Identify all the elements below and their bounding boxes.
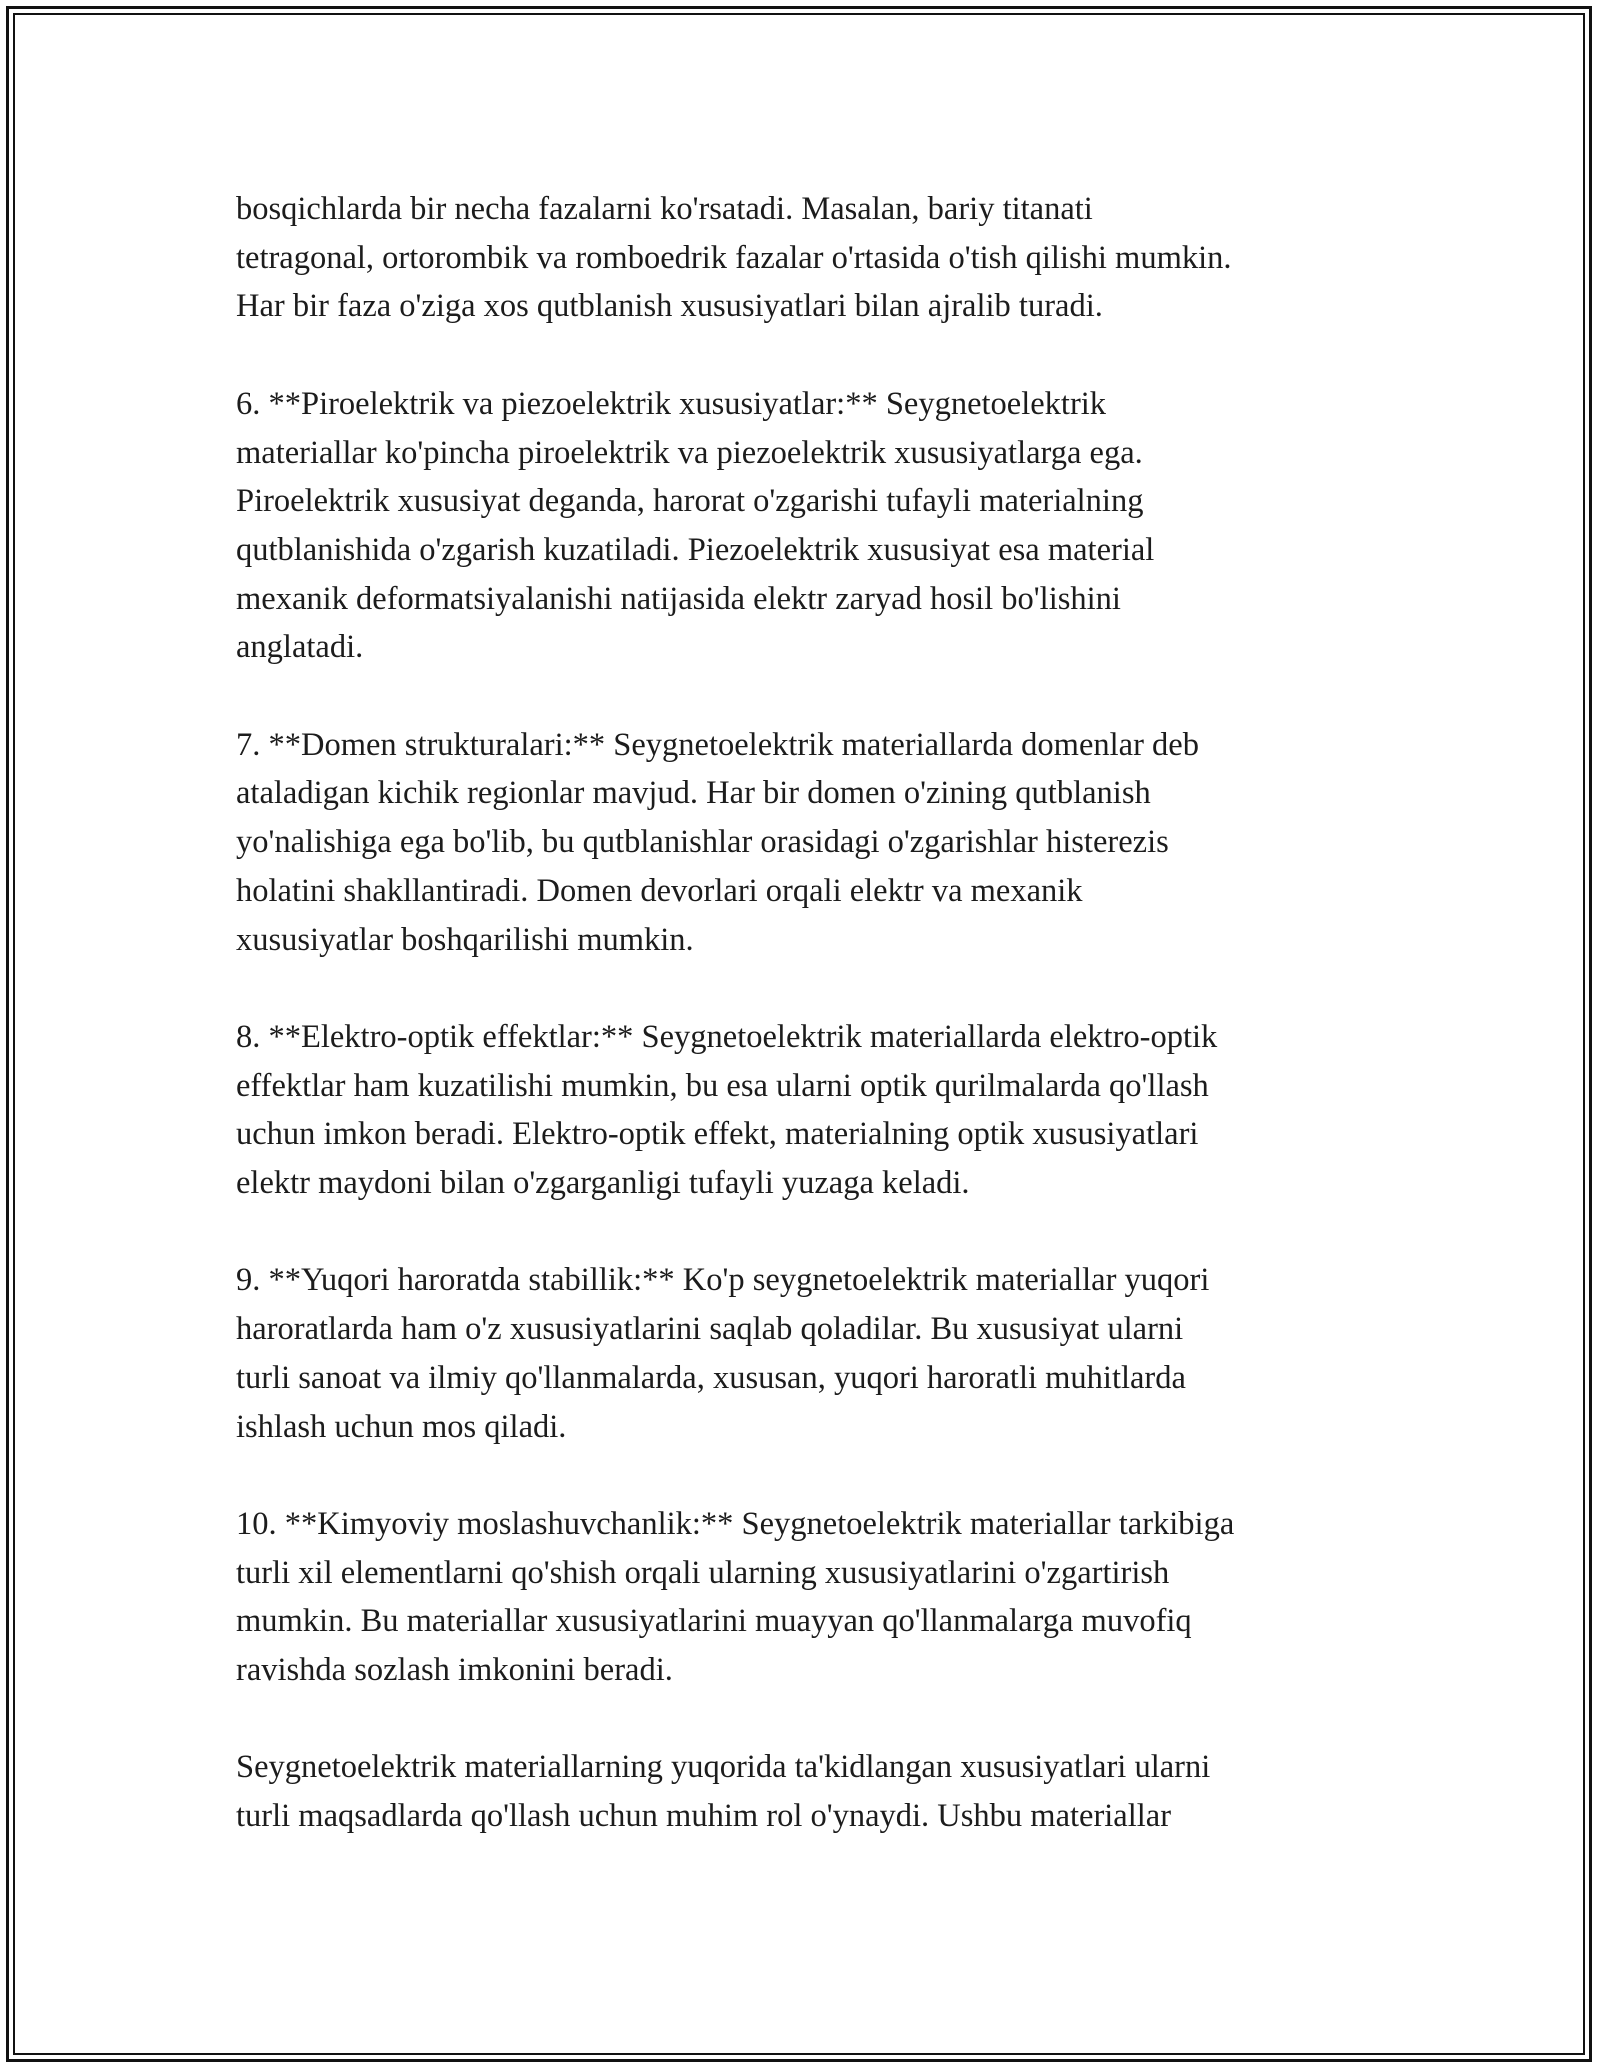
text-line: haroratlarda ham o'z xususiyatlarini saqlab qoladilar. Bu xususiyat ularni	[236, 1311, 1184, 1348]
text-line: uchun imkon beradi. Elektro-optik effekt, materialning optik xususiyatlari	[236, 1116, 1199, 1153]
text-line: anglatadi.	[236, 629, 364, 666]
text-line: ravishda sozlash imkonini beradi.	[236, 1652, 673, 1689]
document-body	[236, 185, 1376, 1841]
text-line: yo'nalishiga ega bo'lib, bu qutblanishlar orasidagi o'zgarishlar histerezis	[236, 824, 1169, 861]
text-line: mumkin. Bu materiallar xususiyatlarini muayyan qo'llanmalarga muvofiq	[236, 1603, 1192, 1640]
text-line: 8. **Elektro-optik effektlar:** Seygnetoelektrik materiallarda elektro-optik	[236, 1018, 1218, 1055]
paragraph-item-7-domen	[236, 721, 1376, 965]
text-line: mexanik deformatsiyalanishi natijasida elektr zaryad hosil bo'lishini	[236, 580, 1121, 617]
text-line: Piroelektrik xususiyat deganda, harorat o'zgarishi tufayli materialning	[236, 483, 1144, 520]
text-line: holatini shakllantiradi. Domen devorlari orqali elektr va mexanik	[236, 872, 1083, 909]
text-line: materiallar ko'pincha piroelektrik va piezoelektrik xususiyatlarga ega.	[236, 434, 1143, 471]
text-line: turli xil elementlarni qo'shish orqali ularning xususiyatlarini o'zgartirish	[236, 1554, 1170, 1591]
text-line: turli maqsadlarda qo'llash uchun muhim rol o'ynaydi. Ushbu materiallar	[236, 1798, 1172, 1835]
text-line: turli sanoat va ilmiy qo'llanmalarda, xususan, yuqori haroratli muhitlarda	[236, 1359, 1186, 1396]
paragraph-item-6-piroelektrik	[236, 380, 1376, 672]
text-line: Har bir faza o'ziga xos qutblanish xususiyatlari bilan ajralib turadi.	[236, 288, 1103, 325]
paragraph-phase-transitions-continuation	[236, 185, 1376, 331]
paragraph-item-10-kimyoviy	[236, 1500, 1376, 1695]
text-line: 7. **Domen strukturalari:** Seygnetoelektrik materiallarda domenlar deb	[236, 726, 1199, 763]
text-line: elektr maydoni bilan o'zgarganligi tufayli yuzaga keladi.	[236, 1165, 970, 1202]
text-line: Seygnetoelektrik materiallarning yuqorida ta'kidlangan xususiyatlari ularni	[236, 1749, 1211, 1786]
text-line: effektlar ham kuzatilishi mumkin, bu esa ularni optik qurilmalarda qo'llash	[236, 1067, 1209, 1104]
text-line: 10. **Kimyoviy moslashuvchanlik:** Seygnetoelektrik materiallar tarkibiga	[236, 1505, 1235, 1542]
text-line: xususiyatlar boshqarilishi mumkin.	[236, 921, 694, 958]
text-line: bosqichlarda bir necha fazalarni ko'rsatadi. Masalan, bariy titanati	[236, 191, 1093, 227]
paragraph-item-9-stabillik	[236, 1256, 1376, 1451]
text-line: tetragonal, ortorombik va romboedrik fazalar o'rtasida o'tish qilishi mumkin.	[236, 239, 1232, 276]
text-line: ataladigan kichik regionlar mavjud. Har bir domen o'zining qutblanish	[236, 775, 1151, 812]
text-line: 9. **Yuqori haroratda stabillik:** Ko'p seygnetoelektrik materiallar yuqori	[236, 1262, 1210, 1299]
text-line: ishlash uchun mos qiladi.	[236, 1408, 567, 1445]
paragraph-conclusion	[236, 1743, 1376, 1840]
paragraph-item-8-elektro-optik	[236, 1013, 1376, 1208]
text-line: qutblanishida o'zgarish kuzatiladi. Piezoelektrik xususiyat esa material	[236, 531, 1155, 568]
text-line: 6. **Piroelektrik va piezoelektrik xususiyatlar:** Seygnetoelektrik	[236, 385, 1107, 422]
